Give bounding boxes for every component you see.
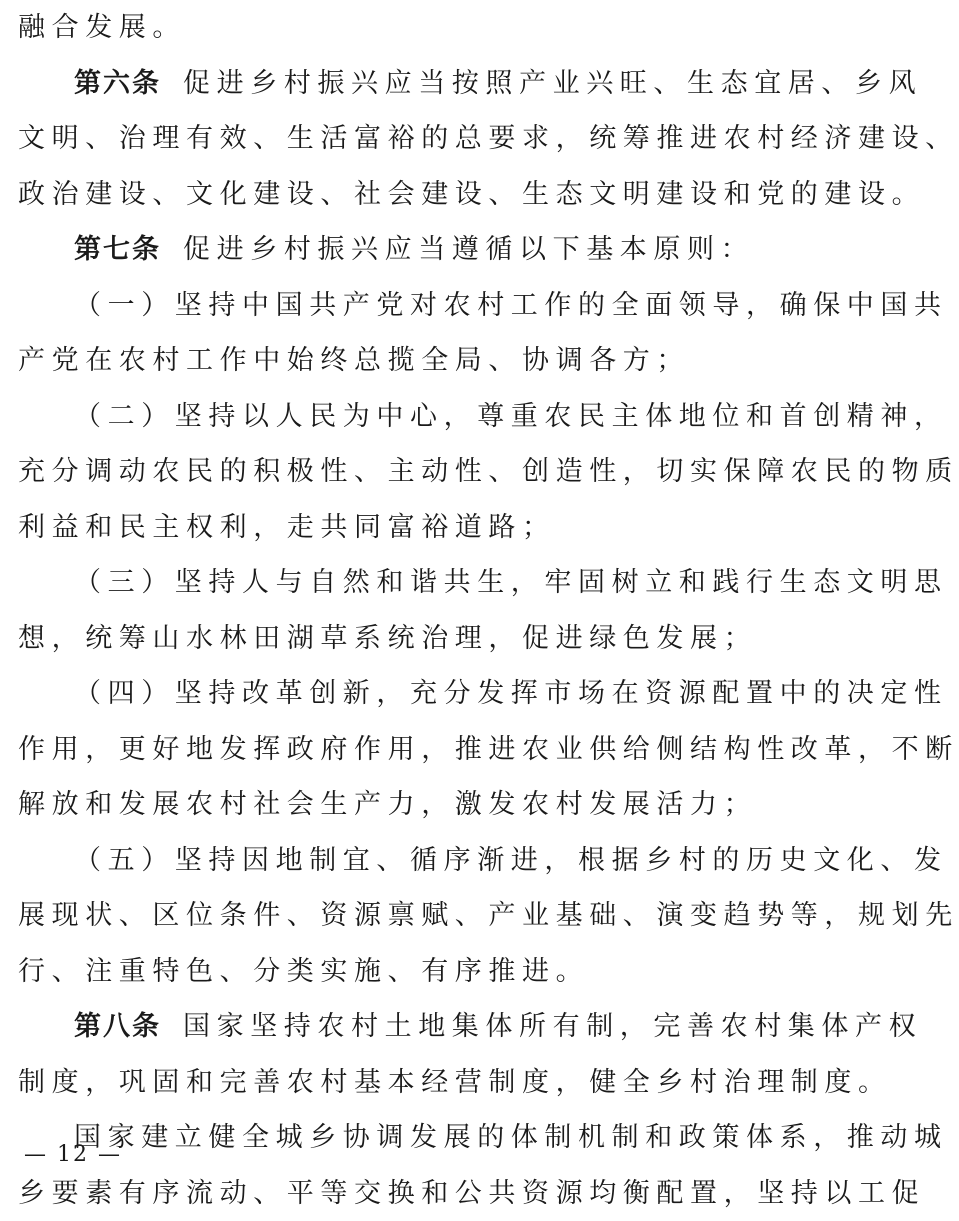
text-line: （三）坚持人与自然和谐共生，牢固树立和践行生态文明思: [18, 555, 790, 611]
text-line: 想，统筹山水林田湖草系统治理，促进绿色发展；: [18, 611, 790, 667]
text-line: 利益和民主权利，走共同富裕道路；: [18, 500, 790, 556]
text-line: （一）坚持中国共产党对农村工作的全面领导，确保中国共: [18, 278, 790, 334]
text-line: 国家建立健全城乡协调发展的体制机制和政策体系，推动城: [18, 1110, 790, 1166]
article-6-line: [18, 56, 790, 112]
page-number: — 12 —: [24, 1142, 122, 1167]
text-line: 作用，更好地发挥政府作用，推进农业供给侧结构性改革，不断: [18, 722, 790, 778]
text-line: 促进乡村振兴应当遵循以下基本原则：: [183, 234, 754, 265]
article-8-heading: 第八条: [74, 1011, 161, 1042]
article-6-heading: 第六条: [74, 68, 161, 99]
text-line: （二）坚持以人民为中心，尊重农民主体地位和首创精神，: [18, 389, 790, 445]
article-7-heading: 第七条: [74, 234, 161, 265]
text-line: （四）坚持改革创新，充分发挥市场在资源配置中的决定性: [18, 666, 790, 722]
text-line: 产党在农村工作中始终总揽全局、协调各方；: [18, 333, 790, 389]
body-text: [18, 0, 790, 1221]
text-line: 制度，巩固和完善农村基本经营制度，健全乡村治理制度。: [18, 1055, 790, 1111]
text-line: 融合发展。: [18, 0, 790, 56]
text-line: 乡要素有序流动、平等交换和公共资源均衡配置，坚持以工促: [18, 1166, 790, 1221]
article-8-line: [18, 999, 790, 1055]
text-line: 充分调动农民的积极性、主动性、创造性，切实保障农民的物质: [18, 444, 790, 500]
text-line: 文明、治理有效、生活富裕的总要求，统筹推进农村经济建设、: [18, 111, 790, 167]
text-line: 行、注重特色、分类实施、有序推进。: [18, 944, 790, 1000]
text-line: 促进乡村振兴应当按照产业兴旺、生态宜居、乡风: [183, 68, 922, 99]
text-line: 解放和发展农村社会生产力，激发农村发展活力；: [18, 777, 790, 833]
text-line: （五）坚持因地制宜、循序渐进，根据乡村的历史文化、发: [18, 833, 790, 889]
article-7-line: [18, 222, 790, 278]
text-line: 政治建设、文化建设、社会建设、生态文明建设和党的建设。: [18, 167, 790, 223]
text-line: 展现状、区位条件、资源禀赋、产业基础、演变趋势等，规划先: [18, 888, 790, 944]
text-line: 国家坚持农村土地集体所有制，完善农村集体产权: [183, 1011, 922, 1042]
